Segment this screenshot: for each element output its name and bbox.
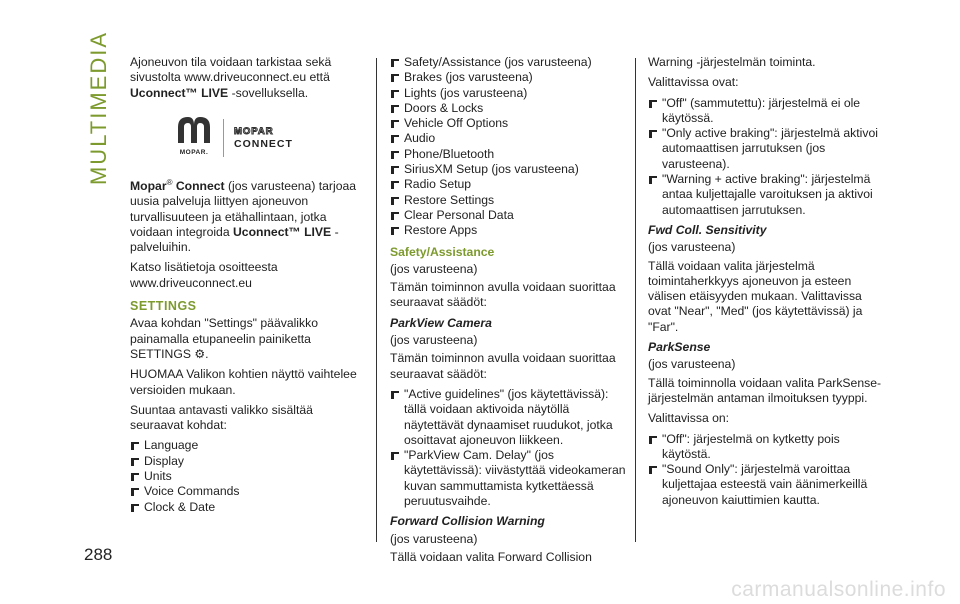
mopar-connect-logo (175, 109, 358, 167)
list-item: Clock & Date (130, 500, 358, 515)
list-item: "Warning + active braking": järjestelmä antaa kuljettajalle varoituksen ja aktivoi automaattisen jarrutuksen. (648, 172, 888, 218)
safety-assistance-text: Tämän toiminnon avulla voidaan suorittaa seuraavat säädöt: (390, 280, 616, 310)
bullet-icon (391, 181, 399, 189)
bullet-icon (649, 436, 657, 444)
fcs-note: (jos varusteena) (648, 240, 736, 255)
list-item: Restore Apps (390, 223, 630, 238)
fcs-heading: Fwd Coll. Sensitivity (648, 222, 767, 237)
bullet-icon (131, 504, 139, 512)
fcw-options (648, 96, 888, 218)
bullet-icon (391, 74, 399, 82)
mopar-connect-paragraph: Mopar® Connect (jos varusteena) tarjoaa uusia palveluja liittyen ajoneuvon turvallisuuteen ja etähallintaan, jotka voidaan integroida Uconnect™ LIVE -palveluihin. (130, 177, 357, 255)
parkview-options (390, 387, 630, 509)
bullet-icon (391, 452, 399, 460)
bullet-icon (131, 458, 139, 466)
section-sidebar (84, 30, 114, 196)
bullet-icon (391, 227, 399, 235)
menu-items-list-2 (390, 55, 630, 239)
menu-intro-paragraph: Suuntaa antavasti valikko sisältää seuraavat kohdat: (130, 402, 313, 433)
settings-heading: SETTINGS (130, 299, 197, 314)
parksense-text: Tällä toiminnolla voidaan valita ParkSense-järjestelmän antaman ilmoituksen tyyppi. (648, 375, 882, 405)
safety-assistance-heading: Safety/Assistance (390, 244, 495, 259)
list-item: "Only active braking": järjestelmä aktivoi automaattisen jarrutuksen (jos varusteena). (648, 126, 888, 172)
list-item: SiriusXM Setup (jos varusteena) (390, 162, 630, 177)
list-item: Restore Settings (390, 193, 630, 208)
bullet-icon (649, 130, 657, 138)
settings-paragraph: Avaa kohdan "Settings" päävalikko painamalla etupaneelin painiketta SETTINGS ⚙. (130, 316, 318, 361)
bullet-icon (649, 100, 657, 108)
list-item: Clear Personal Data (390, 208, 630, 223)
column-divider-2 (635, 58, 636, 542)
bullet-icon (391, 391, 399, 399)
list-item: "Off" (sammutettu): järjestelmä ei ole käytössä. (648, 96, 888, 127)
page-number: 288 (84, 545, 113, 564)
menu-items-list-1 (130, 438, 358, 514)
parkview-heading: ParkView Camera (390, 315, 492, 330)
parksense-note: (jos varusteena) (648, 357, 736, 372)
list-item: Radio Setup (390, 177, 630, 192)
list-item: Brakes (jos varusteena) (390, 70, 630, 85)
column-divider-1 (376, 58, 377, 542)
bullet-icon (649, 176, 657, 184)
list-item: Audio (390, 131, 630, 146)
list-item: Safety/Assistance (jos varusteena) (390, 55, 630, 70)
fcw-heading: Forward Collision Warning (390, 514, 545, 529)
gear-icon: ⚙ (194, 346, 206, 361)
safety-assistance-note: (jos varusteena) (390, 261, 478, 276)
list-item: Lights (jos varusteena) (390, 86, 630, 101)
note-paragraph: HUOMAA Valikon kohtien näyttö vaihtelee versioiden mukaan. (130, 367, 357, 397)
list-item: Voice Commands (130, 484, 358, 499)
column-1 (130, 55, 358, 520)
bullet-icon (131, 488, 139, 496)
parksense-heading: ParkSense (648, 340, 711, 355)
options-label: Valittavissa ovat: (648, 75, 739, 90)
info-link-paragraph: Katso lisätietoja osoitteesta www.driveuconnect.eu (130, 260, 278, 290)
logo-divider (223, 119, 224, 157)
bullet-icon (391, 135, 399, 143)
list-item: "Off": järjestelmä on kytketty pois käytöstä. (648, 432, 888, 463)
parksense-options (648, 432, 888, 508)
parkview-text: Tämän toiminnon avulla voidaan suorittaa seuraavat säädöt: (390, 351, 616, 381)
fcw-text: Tällä voidaan valita Forward Collision (390, 549, 592, 564)
mopar-emblem (175, 115, 213, 160)
bullet-icon (649, 466, 657, 474)
mopar-emblem-text: MOPAR. (179, 149, 209, 157)
bullet-icon (391, 212, 399, 220)
list-item: "Active guidelines" (jos käytettävissä): tällä voidaan aktivoida näytöllä näytettävät dynaamiset ruudukot, jotka osoittavat ajoneuvon liikkeen. (390, 387, 630, 448)
list-item: "ParkView Cam. Delay" (jos käytettävissä): viivästyttää videokameran kuvan sammuttamista kytkettäessä peruutusvaihde. (390, 448, 630, 509)
fcw-continued: Warning -järjestelmän toiminta. (648, 55, 816, 69)
bullet-icon (391, 59, 399, 67)
parksense-options-label: Valittavissa on: (648, 411, 730, 426)
bullet-icon (131, 473, 139, 481)
column-2 (390, 55, 630, 570)
section-title: MULTIMEDIA (86, 30, 111, 186)
column-3 (648, 55, 888, 513)
fcw-note: (jos varusteena) (390, 531, 478, 546)
bullet-icon (391, 151, 399, 159)
mopar-connect-wordmark: MOPAR CONNECT (234, 125, 293, 150)
bullet-icon (131, 442, 139, 450)
bullet-icon (391, 105, 399, 113)
bullet-icon (391, 90, 399, 98)
list-item: Phone/Bluetooth (390, 147, 630, 162)
list-item: Doors & Locks (390, 101, 630, 116)
bullet-icon (391, 120, 399, 128)
list-item: "Sound Only": järjestelmä varoittaa kuljettajaa esteestä vain äänimerkeillä ajoneuvon kaiuttimien kautta. (648, 462, 888, 508)
list-item: Units (130, 469, 358, 484)
fcs-text: Tällä voidaan valita järjestelmä toimintaherkkyys ajoneuvon ja esteen välisen etäisyyden mukaan. Valittavissa ovat "Near", "Med" (jos käytettävissä) ja "Far". (648, 258, 863, 334)
watermark: carmanualsonline.info (731, 578, 946, 601)
bullet-icon (391, 197, 399, 205)
list-item: Vehicle Off Options (390, 116, 630, 131)
list-item: Language (130, 438, 358, 453)
parkview-note: (jos varusteena) (390, 333, 478, 348)
list-item: Display (130, 454, 358, 469)
intro-paragraph: Ajoneuvon tila voidaan tarkistaa sekä sivustolta www.driveuconnect.eu että Uconnect™ LIVE -sovelluksella. (130, 55, 332, 100)
bullet-icon (391, 166, 399, 174)
